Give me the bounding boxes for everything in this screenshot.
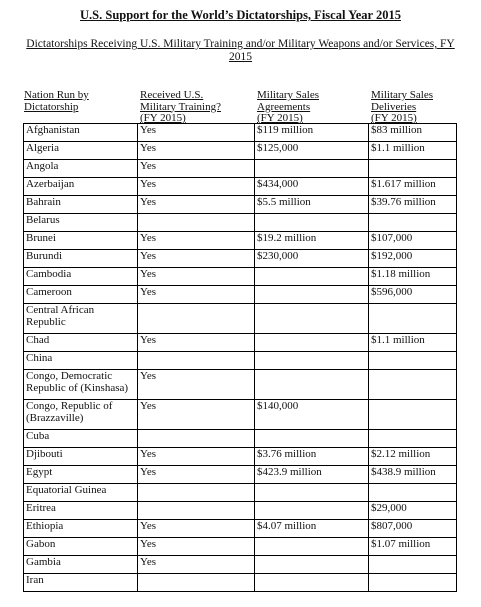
training-cell	[138, 214, 255, 232]
nation-cell: Burundi	[24, 250, 138, 268]
agreements-cell: $5.5 million	[255, 196, 369, 214]
deliveries-cell: $438.9 million	[369, 466, 457, 484]
training-cell: Yes	[138, 232, 255, 250]
training-cell: Yes	[138, 448, 255, 466]
deliveries-cell: $1.617 million	[369, 178, 457, 196]
nation-cell: Djibouti	[24, 448, 138, 466]
nation-cell: Gambia	[24, 556, 138, 574]
table-row	[24, 214, 457, 232]
header-training-line: (FY 2015)	[140, 112, 186, 124]
agreements-cell: $125,000	[255, 142, 369, 160]
deliveries-cell	[369, 556, 457, 574]
nation-cell: Gabon	[24, 538, 138, 556]
agreements-cell	[255, 484, 369, 502]
nation-cell: Cameroon	[24, 286, 138, 304]
agreements-cell	[255, 502, 369, 520]
agreements-cell: $423.9 million	[255, 466, 369, 484]
agreements-cell: $140,000	[255, 400, 369, 430]
header-deliveries	[371, 90, 433, 125]
table-row	[24, 466, 457, 484]
table-row	[24, 448, 457, 466]
agreements-cell	[255, 334, 369, 352]
training-cell: Yes	[138, 538, 255, 556]
nation-cell: Congo, Democratic Republic of (Kinshasa)	[24, 370, 138, 400]
header-training-line: Military Training?	[140, 100, 221, 113]
nation-cell: Egypt	[24, 466, 138, 484]
dictatorships-table	[23, 123, 457, 592]
training-cell: Yes	[138, 370, 255, 400]
deliveries-cell: $83 million	[369, 124, 457, 142]
agreements-cell	[255, 304, 369, 334]
table-row	[24, 538, 457, 556]
training-cell	[138, 304, 255, 334]
nation-cell: Equatorial Guinea	[24, 484, 138, 502]
deliveries-cell	[369, 352, 457, 370]
agreements-cell	[255, 268, 369, 286]
training-cell: Yes	[138, 160, 255, 178]
header-training-line: Received U.S.	[140, 89, 204, 101]
training-cell: Yes	[138, 196, 255, 214]
training-cell	[138, 352, 255, 370]
training-cell	[138, 502, 255, 520]
table-row	[24, 196, 457, 214]
table-row	[24, 232, 457, 250]
deliveries-cell: $2.12 million	[369, 448, 457, 466]
header-deliveries-line: Deliveries	[371, 100, 417, 113]
deliveries-cell	[369, 304, 457, 334]
header-nation	[24, 90, 89, 113]
nation-cell: Bahrain	[24, 196, 138, 214]
deliveries-cell	[369, 574, 457, 592]
deliveries-cell: $596,000	[369, 286, 457, 304]
header-nation-line: Dictatorship	[24, 100, 79, 113]
table-row	[24, 574, 457, 592]
table-row	[24, 520, 457, 538]
table-row	[24, 250, 457, 268]
training-cell	[138, 430, 255, 448]
deliveries-cell	[369, 400, 457, 430]
nation-cell: Congo, Republic of (Brazzaville)	[24, 400, 138, 430]
training-cell: Yes	[138, 286, 255, 304]
deliveries-cell	[369, 160, 457, 178]
header-nation-line: Nation Run by	[24, 89, 89, 101]
nation-cell: Chad	[24, 334, 138, 352]
agreements-cell	[255, 574, 369, 592]
header-deliveries-line: Military Sales	[371, 89, 434, 101]
header-agreements-line: Military Sales	[257, 89, 320, 101]
header-agreements-line: (FY 2015)	[257, 112, 303, 124]
table-row	[24, 430, 457, 448]
training-cell: Yes	[138, 268, 255, 286]
agreements-cell	[255, 214, 369, 232]
deliveries-cell: $1.1 million	[369, 334, 457, 352]
training-cell: Yes	[138, 466, 255, 484]
agreements-cell	[255, 370, 369, 400]
agreements-cell: $3.76 million	[255, 448, 369, 466]
nation-cell: Cuba	[24, 430, 138, 448]
deliveries-cell	[369, 430, 457, 448]
training-cell: Yes	[138, 520, 255, 538]
agreements-cell: $19.2 million	[255, 232, 369, 250]
deliveries-cell	[369, 214, 457, 232]
training-cell	[138, 484, 255, 502]
deliveries-cell: $39.76 million	[369, 196, 457, 214]
deliveries-cell: $1.07 million	[369, 538, 457, 556]
table-row	[24, 304, 457, 334]
table-body	[24, 124, 457, 592]
table-row	[24, 286, 457, 304]
page-title: U.S. Support for the World’s Dictatorships, Fiscal Year 2015	[80, 8, 401, 22]
training-cell: Yes	[138, 400, 255, 430]
nation-cell: Algeria	[24, 142, 138, 160]
table-row	[24, 556, 457, 574]
nation-cell: Cambodia	[24, 268, 138, 286]
training-cell: Yes	[138, 124, 255, 142]
deliveries-cell: $1.18 million	[369, 268, 457, 286]
training-cell: Yes	[138, 178, 255, 196]
agreements-cell: $119 million	[255, 124, 369, 142]
header-agreements-line: Agreements	[257, 100, 311, 113]
header-deliveries-line: (FY 2015)	[371, 112, 417, 124]
agreements-cell: $434,000	[255, 178, 369, 196]
deliveries-cell: $29,000	[369, 502, 457, 520]
nation-cell: Iran	[24, 574, 138, 592]
deliveries-cell: $107,000	[369, 232, 457, 250]
deliveries-cell	[369, 484, 457, 502]
agreements-cell	[255, 160, 369, 178]
agreements-cell: $230,000	[255, 250, 369, 268]
header-agreements	[257, 90, 319, 125]
agreements-cell: $4.07 million	[255, 520, 369, 538]
table-row	[24, 484, 457, 502]
page-subtitle: Dictatorships Receiving U.S. Military Training and/or Military Weapons and/or Services, FY 2015	[26, 38, 455, 63]
nation-cell: Brunei	[24, 232, 138, 250]
table-row	[24, 352, 457, 370]
agreements-cell	[255, 556, 369, 574]
table-row	[24, 334, 457, 352]
nation-cell: Azerbaijan	[24, 178, 138, 196]
nation-cell: Angola	[24, 160, 138, 178]
table-row	[24, 160, 457, 178]
nation-cell: Eritrea	[24, 502, 138, 520]
training-cell: Yes	[138, 334, 255, 352]
header-training	[140, 90, 221, 125]
table-row	[24, 178, 457, 196]
nation-cell: Belarus	[24, 214, 138, 232]
training-cell: Yes	[138, 556, 255, 574]
table-row	[24, 370, 457, 400]
agreements-cell	[255, 538, 369, 556]
deliveries-cell: $192,000	[369, 250, 457, 268]
deliveries-cell: $1.1 million	[369, 142, 457, 160]
training-cell	[138, 574, 255, 592]
training-cell: Yes	[138, 142, 255, 160]
agreements-cell	[255, 430, 369, 448]
table-row	[24, 400, 457, 430]
agreements-cell	[255, 286, 369, 304]
table-row	[24, 502, 457, 520]
table-row	[24, 268, 457, 286]
nation-cell: Central African Republic	[24, 304, 138, 334]
nation-cell: Ethiopia	[24, 520, 138, 538]
nation-cell: Afghanistan	[24, 124, 138, 142]
deliveries-cell: $807,000	[369, 520, 457, 538]
table-row	[24, 142, 457, 160]
deliveries-cell	[369, 370, 457, 400]
nation-cell: China	[24, 352, 138, 370]
agreements-cell	[255, 352, 369, 370]
training-cell: Yes	[138, 250, 255, 268]
table-row	[24, 124, 457, 142]
